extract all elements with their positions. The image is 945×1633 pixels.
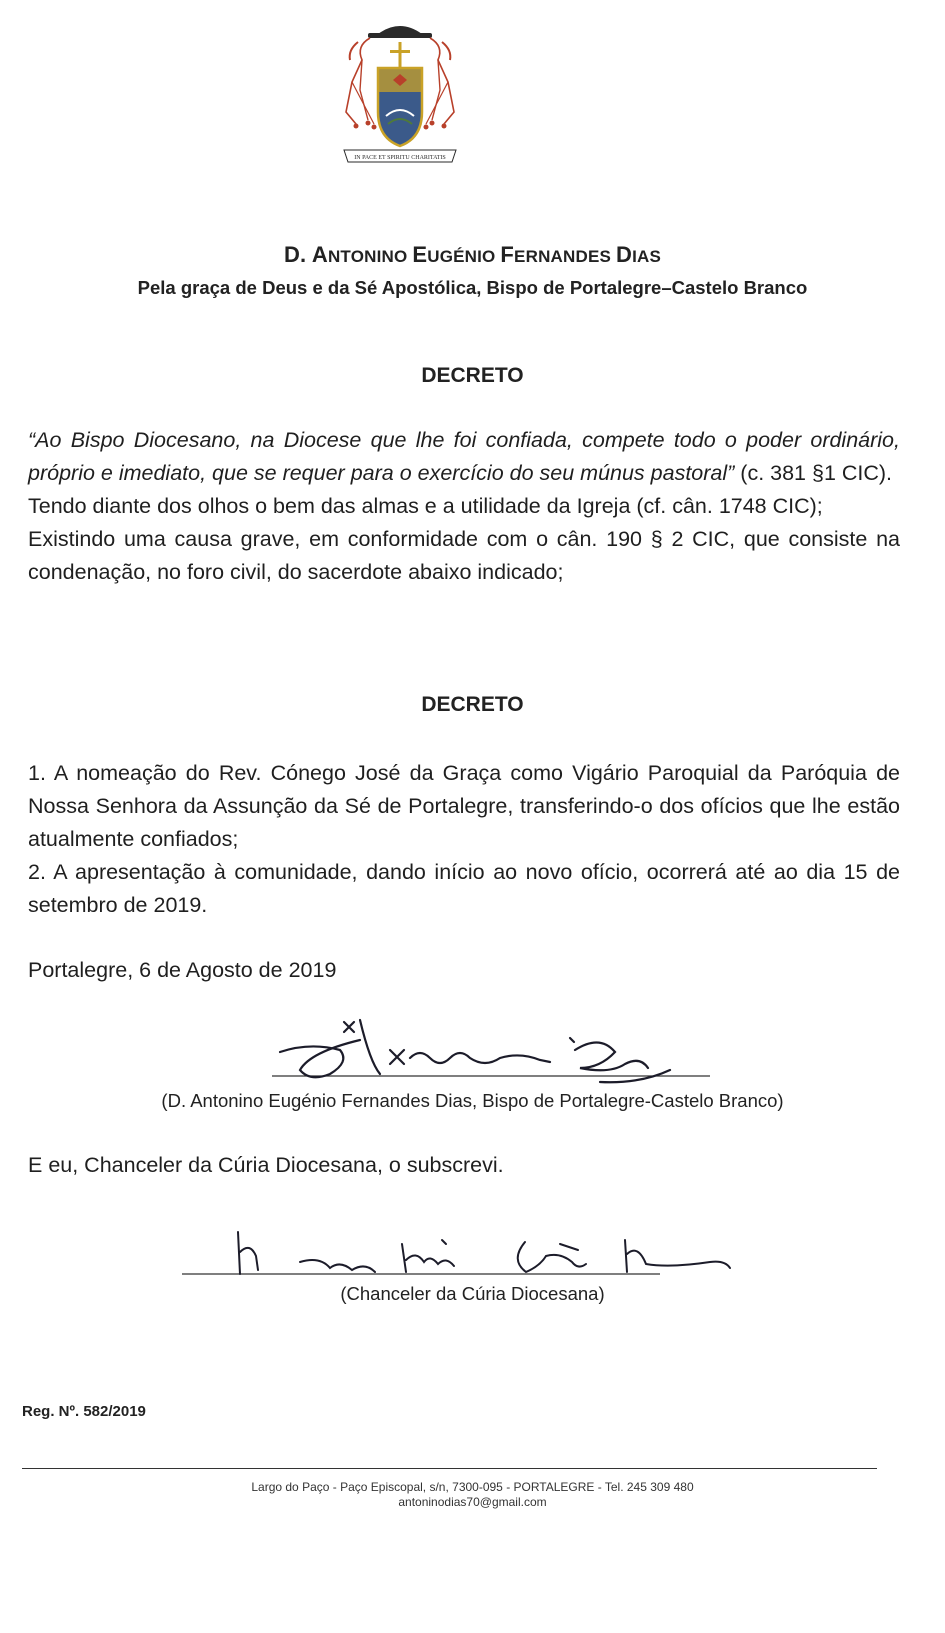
bishop-title: Pela graça de Deus e da Sé Apostólica, Bispo de Portalegre–Castelo Branco xyxy=(137,277,808,298)
footer-address: Largo do Paço - Paço Episcopal, s/n, 7300-095 - PORTALEGRE - Tel. 245 309 480 xyxy=(251,1480,694,1494)
footer-email: antoninodias70@gmail.com xyxy=(398,1495,547,1509)
preamble xyxy=(28,424,900,589)
name-part: D xyxy=(615,242,633,267)
decreto-heading: DECRETO xyxy=(421,693,524,716)
name-part: ERNANDES xyxy=(514,247,616,266)
decree-item: 2. A apresentação à comunidade, dando início ao novo ofício, ocorrerá até ao dia 15 de setembro de 2019. xyxy=(28,860,900,917)
episcopal-coat-of-arms xyxy=(338,20,462,170)
name-part: E xyxy=(412,242,428,267)
name-part: UGÉNIO xyxy=(427,247,501,266)
preamble-line: Tendo diante dos olhos o bem das almas e a utilidade da Igreja (cf. cân. 1748 CIC); xyxy=(28,494,823,518)
canon-quote: “Ao Bispo Diocesano, na Diocese que lhe foi confiada, compete todo o poder ordinário, próprio e imediato, que se requer para o exercício do seu múnus pastoral” xyxy=(28,428,900,485)
name-part: NTONINO xyxy=(327,247,413,266)
chancellor-signature xyxy=(180,1222,740,1290)
decree-items xyxy=(28,757,900,922)
canon-reference: (c. 381 §1 CIC). xyxy=(734,461,893,485)
bishop-signature xyxy=(270,1012,715,1092)
footer-divider xyxy=(22,1468,877,1469)
preamble-line: Existindo uma causa grave, em conformidade com o cân. 190 § 2 CIC, que consiste na condenação, no foro civil, do sacerdote abaixo indicado; xyxy=(28,527,900,584)
chancellor-signature-caption: (Chanceler da Cúria Diocesana) xyxy=(340,1283,605,1304)
chancellor-statement: E eu, Chanceler da Cúria Diocesana, o subscrevi. xyxy=(28,1153,504,1177)
name-part: D. A xyxy=(283,242,328,267)
crest-motto: IN PACE ET SPIRITU CHARITATIS xyxy=(354,155,446,161)
registration-number: Reg. Nº. 582/2019 xyxy=(22,1403,146,1420)
decree-item: 1. A nomeação do Rev. Cónego José da Graça como Vigário Paroquial da Paróquia de Nossa Senhora da Assunção da Sé de Portalegre, transferindo-o dos ofícios que lhe estão atualmente confiados; xyxy=(28,761,900,851)
place-and-date: Portalegre, 6 de Agosto de 2019 xyxy=(28,958,337,982)
decreto-heading: DECRETO xyxy=(421,364,524,387)
bishop-name xyxy=(0,242,945,268)
name-part: IAS xyxy=(632,247,662,266)
name-part: F xyxy=(500,242,515,267)
bishop-signature-caption: (D. Antonino Eugénio Fernandes Dias, Bispo de Portalegre-Castelo Branco) xyxy=(161,1090,784,1111)
